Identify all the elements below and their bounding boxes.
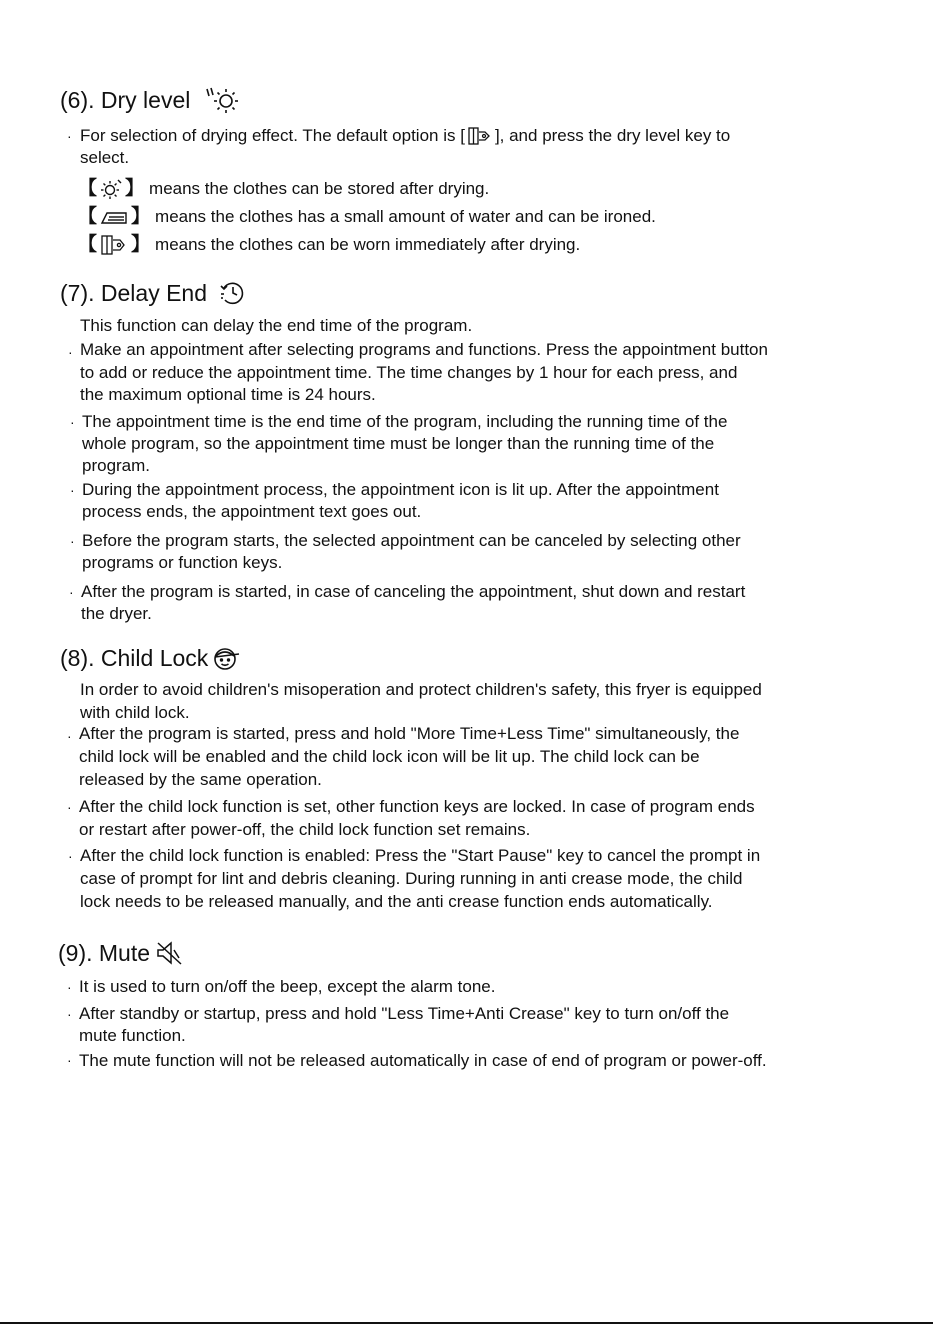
s7-line: to add or reduce the appointment time. The time changes by 1 hour for each press, and — [80, 363, 738, 382]
mute-icon — [155, 940, 183, 966]
s8-line: After the child lock function is set, other function keys are locked. In case of program ends — [79, 797, 755, 816]
bullet: · — [70, 414, 75, 430]
section-7-title: (7). Delay End — [60, 280, 208, 306]
bullet: · — [69, 584, 74, 600]
s7-line: the dryer. — [81, 604, 152, 623]
s9-line: After standby or startup, press and hold "Less Time+Anti Crease" key to turn on/off the — [79, 1004, 730, 1023]
bracket: 】 — [131, 234, 151, 255]
s6-line — [80, 125, 730, 147]
s8-line: case of prompt for lint and debris cleaning. During running in anti crease mode, the child — [80, 869, 743, 888]
s6-option-wear — [78, 234, 580, 256]
s7-line: Before the program starts, the selected appointment can be canceled by selecting other — [82, 531, 741, 550]
s6-option-text: means the clothes can be stored after drying. — [149, 179, 490, 198]
s6-line: select. — [80, 148, 130, 167]
s8-intro: In order to avoid children's misoperation and protect children's safety, this fryer is equipped — [80, 680, 762, 699]
store-dry-icon — [99, 179, 123, 199]
s6-option-text: means the clothes has a small amount of water and can be ironed. — [155, 207, 656, 226]
section-8-heading — [60, 644, 241, 672]
section-6-title: (6). Dry level — [60, 87, 191, 113]
bullet: · — [67, 979, 72, 995]
s8-line: lock needs to be released manually, and the anti crease function ends automatically. — [80, 892, 713, 911]
bracket: 】 — [125, 178, 145, 199]
s7-line: The appointment time is the end time of the program, including the running time of the — [82, 412, 728, 431]
s7-line: whole program, so the appointment time must be longer than the running time of the — [82, 434, 715, 453]
bullet: · — [67, 1052, 72, 1068]
s7-line: After the program is started, in case of canceling the appointment, shut down and restart — [81, 582, 746, 601]
s6-option-iron — [78, 206, 656, 228]
s6-text: ], and press the dry level key to — [494, 126, 731, 145]
bullet: · — [67, 799, 72, 815]
bracket: 【 — [78, 206, 98, 227]
bullet: · — [67, 1006, 72, 1022]
worn-immediately-icon — [99, 234, 129, 256]
bullet: · — [67, 728, 72, 744]
s9-line: It is used to turn on/off the beep, except the alarm tone. — [79, 977, 496, 996]
section-9-title: (9). Mute — [58, 940, 151, 966]
bracket: 【 — [78, 234, 98, 255]
s7-line: During the appointment process, the appointment icon is lit up. After the appointment — [82, 480, 719, 499]
s6-option-text: means the clothes can be worn immediately after drying. — [155, 235, 581, 254]
child-lock-icon — [211, 645, 241, 671]
s9-line: The mute function will not be released automatically in case of end of program or power-off. — [79, 1051, 767, 1070]
s6-option-store — [78, 178, 489, 200]
s8-line: released by the same operation. — [79, 770, 322, 789]
s8-line: After the child lock function is enabled: Press the "Start Pause" key to cancel the prompt in — [80, 846, 761, 865]
bullet: · — [70, 533, 75, 549]
s7-line: the maximum optional time is 24 hours. — [80, 385, 376, 404]
s8-line: or restart after power-off, the child lock function set remains. — [79, 820, 531, 839]
s7-intro: This function can delay the end time of the program. — [80, 316, 473, 335]
bullet: · — [68, 848, 73, 864]
s9-line: mute function. — [79, 1026, 186, 1045]
s7-line: process ends, the appointment text goes out. — [82, 502, 422, 521]
dry-level-icon — [204, 86, 240, 114]
s7-line: Make an appointment after selecting programs and functions. Press the appointment button — [80, 340, 768, 359]
iron-dry-icon — [99, 207, 129, 227]
s8-intro: with child lock. — [80, 703, 190, 722]
section-7-heading — [60, 279, 247, 307]
s7-line: program. — [82, 456, 151, 475]
s6-text: For selection of drying effect. The default option is [ — [80, 126, 465, 145]
bullet: · — [67, 128, 72, 144]
delay-end-icon — [219, 280, 247, 306]
bracket: 】 — [131, 206, 151, 227]
bracket: 【 — [78, 178, 98, 199]
s8-line: child lock will be enabled and the child lock icon will be lit up. The child lock can be — [79, 747, 700, 766]
section-8-title: (8). Child Lock — [60, 645, 209, 671]
bullet: · — [68, 344, 73, 360]
section-6-heading — [60, 86, 240, 114]
worn-immediately-icon — [467, 126, 493, 146]
bullet: · — [70, 482, 75, 498]
s7-line: programs or function keys. — [82, 553, 283, 572]
s8-line: After the program is started, press and hold "More Time+Less Time" simultaneously, the — [79, 724, 740, 743]
section-9-heading — [58, 939, 183, 967]
